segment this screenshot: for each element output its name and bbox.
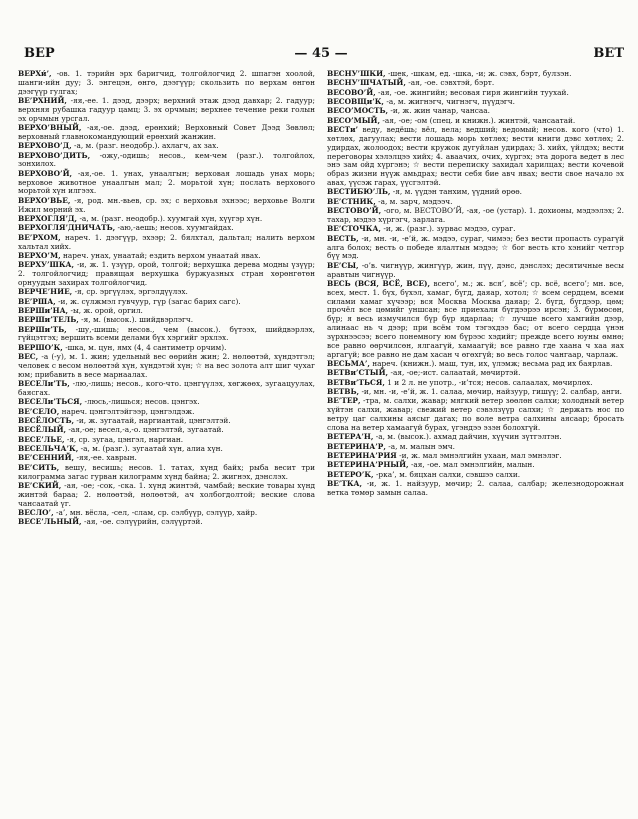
entry-headword: ВЕСОВО’Й, xyxy=(327,87,376,97)
entry-definition: -ая, -ое. жингийн; весовая гиря жингийн туухай. xyxy=(378,87,569,97)
entry-headword: ВЕСО’МОСТЬ, xyxy=(327,106,389,116)
entry-definition: -а (-у), м. 1. жин; удельный вес өөрийн жин; 2. нөлөөтэй, хүндэтгэл; человек с весом нөлөөтэй хүн, хүндэтэй хүн; ☆ на вес золота алт шиг чухаг юм; прибавить в весе марнаалах. xyxy=(18,352,315,379)
left-column xyxy=(18,70,315,811)
entry-definition: -ая, -ое;-ист. салаатай, мөчиртэй. xyxy=(390,368,521,378)
dictionary-entry xyxy=(327,397,624,432)
entry-headword: ВЕСТИБЮ’ЛЬ, xyxy=(327,187,391,197)
entry-definition: -и, ж. мал эмнэлгийн ухаан, мал эмнэлэг. xyxy=(399,450,562,460)
entry-definition: -ая, -ое; -сок, -ска. 1. хүнд жинтэй, чамбай; веские товары хүнд жинтэй бараа; 2. нөлөөтэй, нөлөөтэй, ач холбогдолтой; веские слова чансаатай үг. xyxy=(18,480,315,508)
entry-headword: ВЕСЛО’, xyxy=(18,508,54,517)
dictionary-entry xyxy=(327,262,624,280)
entry-definition: -а, м. зарч, мэдээч. xyxy=(378,196,453,206)
dictionary-entry xyxy=(18,70,315,97)
entry-definition: -а, м. (разг. неодобр.). хуумгай хүн, хүүгэр хүн. xyxy=(79,214,263,223)
entry-headword: ВЕТЕРИНА’Р, xyxy=(327,441,386,451)
entry-headword: ВЕСЁЛОСТЬ, xyxy=(18,416,75,426)
entry-definition: -а’, мн. вёсла, -сел, -слам, ср. сэлбүүр, сэлүүр, хайр. xyxy=(56,508,258,517)
entry-headword: ВЕРХОВО’ДИТЬ, xyxy=(18,150,91,160)
entry-headword: ВЕТЕРИНА’РИЯ xyxy=(327,450,397,460)
entry-definition: -и, ж. сүлжмэл гувчуур, гүр (загас барих сагс). xyxy=(58,296,241,306)
dictionary-entry xyxy=(18,464,315,482)
dictionary-entry xyxy=(327,480,624,498)
entry-definition: -шка, м. цун, ямх (4, 4 сантиметр орчим). xyxy=(65,342,227,352)
entry-headword: ВЕРШО’К, xyxy=(18,342,63,352)
dictionary-entry xyxy=(18,124,315,142)
entry-definition: -а, м. (разг.). зугаатай хүн, алиа хүн. xyxy=(80,444,223,454)
entry-headword: ВЕРХОВО’Д, xyxy=(18,141,72,151)
entry-definition: -и, ж. (разг.). зурвас мэдээ, сураг. xyxy=(383,224,516,234)
entry-definition: -ы, ж. орой, оргил. xyxy=(70,305,143,315)
entry-headword: ВЕСЕЛЬЧА’К, xyxy=(18,444,79,454)
entry-definition: вешу, весишь; несов. 1. татах, хүнд байх; рыба весит три килограмма загас гурван килограмм хүнд байна; 2. жигнэх, дэнслэх. xyxy=(18,462,315,481)
entry-definition: -я, м. үүдэн танхим, үүдний өрөө. xyxy=(392,187,523,197)
dictionary-entry xyxy=(18,380,315,398)
dictionary-entry xyxy=(18,353,315,380)
entry-definition: -тра, м. салхи, жавар; мягкий ветер зөөлөн салхи; холодный ветер хүйтэн салхи, жавар; свежий ветер сэвэлзүүр салхи; ☆ держать нос по ветру цаг салхины аясыг дагах; по воле ветра салхины аясаар; бросать слова на ветер хамаагүй бурах, үгэндээ эзэн болохгүй. xyxy=(327,396,624,432)
entry-headword: ВЕ’ТЕР, xyxy=(327,396,361,406)
entry-definition: -люсь,-лишься; несов. цэнгэх. xyxy=(84,397,200,407)
entry-definition: -аю,-аешь; несов. хуумгайдах. xyxy=(117,223,234,233)
entry-definition: -о’в. чигнүүр, жингүүр, жин, пүү, дэнс, дэнслэх; десятичные весы аравтын чигнүүр. xyxy=(327,260,624,279)
entry-definition: -ожу,-одишь; несов., кем-чем (разг.). толгойлох, зонхилох. xyxy=(18,150,315,169)
entry-headword: ВЕРЧЕ’НИЕ, xyxy=(18,287,73,297)
entry-definition: нареч. 1. дээгүүр, эхээр; 2. бялхтал, дальтал; налить верхом хальтал хийх. xyxy=(18,232,315,251)
dictionary-entry xyxy=(18,97,315,124)
entry-headword: ВЕ’СЫ, xyxy=(327,260,359,270)
entry-headword: ВЕСЕ’ЛЬЕ, xyxy=(18,434,65,444)
right-column xyxy=(327,70,624,811)
entry-definition: всего’, м.; ж. вся’, всё’; ср. всё, всего’; мн. все, всех, мест. 1. бүх, бүхэл, хамаг, бүгд, даяар, хотол; ☆ всем сердцем, всеми силами хамаг хүчээр; вся Москва Москва даяар; 2. бүгд, бүгдээр, цөм; прочёл все цөмийг уншсан; все приехали бүгдээрээ ирсэн; 3. бүрмөсөн, бүр; я весь измучился бүр бүр ядарлаа; ☆ лучше всего хамгийн дээр, алинаас нь ч дээр; при всём том тэгэхдээ бас; от всего сердца үнэн зүрхнээсээ; всего понемногу юм бүрээс хэдийг; прежде всего юуны өмнө; все равно өөрчилсөн, ялгаагүй, хамаагүй; все равно где хаана ч хаа яах аргагүй; все равно не дам хасан ч өгөхгүй; во весь голос чангаар, чарлаж. xyxy=(327,278,624,359)
header-right-guide-word: ВЕТ xyxy=(593,46,624,61)
dictionary-entry xyxy=(18,261,315,288)
dictionary-entry xyxy=(18,234,315,252)
entry-definition: -яя,-ее. хаврын. xyxy=(76,453,137,463)
entry-headword: ВЕСНУ’ШЧАТЫЙ, xyxy=(327,78,406,88)
entry-headword: ВЕРХО’М, xyxy=(18,250,61,260)
dictionary-entry xyxy=(327,207,624,225)
entry-definition: -ов. 1. тэрийн эрх баригчид, толгойлогчид 2. шпагэн хоолой, шанги-ийн дуу; 3. энгецэн, өнгө, дээгүүр; скользить по верхам өнгөн дээгүүр гулгах; xyxy=(18,70,315,96)
entry-definition: -яя,-ее. 1. дээд, дээрх; верхний этаж дээд давхар; 2. гадуур; верхняя рубашка гадуур цамц; 3. эх орчмын; верхнее течение реки голын эх орчмын урсгал. xyxy=(18,96,315,123)
entry-definition: -ая, -ое. сэвхтэй, бэрт. xyxy=(408,78,495,88)
entry-headword: ВЕС, xyxy=(18,352,39,362)
entry-definition: -я, ср. эргүүлэх, эргэлдүүлэх. xyxy=(74,287,188,297)
entry-headword: ВЕРХУ’ШКА, xyxy=(18,260,75,270)
entry-definition: -ая,-ое. дээд, ерөнхий; Верховный Совет Дээд Зөвлөл; верховный главнокомандующий ерөнхий жанжин. xyxy=(18,123,315,141)
entry-headword: ВЕ’СТНИК, xyxy=(327,196,376,206)
entry-headword: ВЕРХОВО’Й, xyxy=(18,168,73,178)
entry-headword: ВЕ’СИТЬ, xyxy=(18,462,60,472)
entry-definition: -ая,-ое; весел,-а,-о. цэнгэлтэй, зугаатай. xyxy=(68,425,224,435)
entry-definition: нареч. унах, унаатай; ездить верхом унаатай явах. xyxy=(63,250,261,260)
entry-headword: ВЕСО’МЫЙ, xyxy=(327,115,381,125)
dictionary-entry xyxy=(327,280,624,360)
entry-headword: ВЕТЕРИНА’РНЫЙ, xyxy=(327,460,409,470)
entry-headword: ВЕ’РША, xyxy=(18,296,56,306)
dictionary-entry xyxy=(18,197,315,215)
entry-headword: ВЕСЬ (ВСЯ, ВСЁ, ВСЕ), xyxy=(327,278,431,288)
entry-headword: ВЕРХО’ВНЫЙ, xyxy=(18,123,82,133)
entry-definition: -и, ж. жин чанар, чансаа. xyxy=(390,106,490,116)
entry-definition: -и, ж. 1. үзүүр, орой, толгой; верхушка дерева модны үзүүр; 2. толгойлогчид; правящая верхушка буржуазных стран хөрөнгөтөн орнуудын захирах толгойлогчид. xyxy=(18,260,315,287)
entry-headword: ВЕ’СЕННИЙ, xyxy=(18,453,75,463)
page-header xyxy=(18,46,624,64)
entry-definition: -ая, -ое. мал эмнэлгийн, малын. xyxy=(410,460,535,470)
entry-headword: ВЕСЕЛи’ТЬСЯ, xyxy=(18,397,83,407)
entry-headword: ВЕРШи’ТЬ, xyxy=(18,324,67,334)
dictionary-entry xyxy=(18,170,315,197)
entry-definition: -ая, -ое. сэлүүрийн, сэлүүртэй. xyxy=(83,517,203,527)
entry-definition: -а, м. жигнэгч, чигнэгч, пүүдэгч. xyxy=(386,97,515,107)
entry-definition: -а, м. малын эмч. xyxy=(388,441,455,451)
entry-headword: ВЕСТи’ xyxy=(327,125,359,135)
entry-headword: ВЕРХО’ВЬЕ, xyxy=(18,195,71,205)
entry-definition: -и, ж. зугаатай, наргиантай, цэнгэлтэй. xyxy=(76,416,231,426)
entry-headword: ВЕ’СТОЧКА, xyxy=(327,224,381,234)
entry-headword: ВЕРХОГЛЯ’Д, xyxy=(18,214,78,223)
entry-definition: -я, м. (высок.). шийдвэрлэгч. xyxy=(81,315,194,325)
entry-definition: -лю,-лишь; несов., кого-что. цэнгүүлэх, хөгжөөх, зугаацуулах, баясгах. xyxy=(18,379,315,398)
entry-definition: нареч. цэнгэлтэйгээр, цэнгэлдэж. xyxy=(61,406,195,416)
entry-headword: ВЕ’СЕЛО, xyxy=(18,406,60,416)
dictionary-entry xyxy=(18,482,315,509)
entry-headword: ВЕТЕРО’К, xyxy=(327,469,374,479)
header-left-guide-word: ВЕР xyxy=(24,46,55,61)
entry-definition: -и, мн. -и, -е’й, ж. 1. салаа, мөчир, найзуур, гишүү; 2. салбар, анги. xyxy=(361,387,623,397)
entry-headword: ВЕ’ТКА, xyxy=(327,478,363,488)
entry-definition: -ая, -ое; -ом (спец. и книжн.). жинтэй, чансаатай. xyxy=(382,115,576,125)
entry-headword: ВЕРШи’ТЕЛЬ, xyxy=(18,315,79,325)
dictionary-columns xyxy=(18,70,624,811)
entry-definition: -рка’, м. бяцхан салхи, сэвшээ салхи. xyxy=(375,469,521,479)
entry-definition: -и, мн. -и, -е’й, ж. мэдээ, сураг, чимээ; без вести пропасть сурагүй алга болох; весть о победе ялалтын мэдээ; ☆ бог весть кто хэнийг четгэр бүү мэд. xyxy=(327,233,624,261)
entry-headword: ВЕТВЬ, xyxy=(327,387,360,397)
entry-headword: ВЕСОВЩи’К, xyxy=(327,97,384,107)
entry-definition: -ая,-ое. 1. унах, унаалгын; верховая лошадь унах морь; верховое животное унаалгын мал; 2. морьтой хүн; послать верхового морьтой хүн илгээх. xyxy=(18,168,315,196)
entry-headword: ВЕТВи’СТЫЙ, xyxy=(327,368,389,378)
entry-headword: ВЕСЕ’ЛЬНЫЙ, xyxy=(18,517,82,527)
entry-headword: ВЕТЕРА’Н, xyxy=(327,432,374,442)
dictionary-entry xyxy=(18,518,315,527)
entry-headword: ВЕСЕЛи’ТЬ, xyxy=(18,379,70,389)
entry-definition: -я, ср. зугаа, цэнгэл, наргиан. xyxy=(66,434,184,444)
entry-headword: ВЕСНУ’ШКИ, xyxy=(327,70,386,78)
entry-headword: ВЕСЬМА’, xyxy=(327,359,370,368)
entry-headword: ВЕРХОГЛЯ’ДНИЧАТЬ, xyxy=(18,223,116,233)
entry-headword: ВЕРШи’НА, xyxy=(18,305,69,315)
entry-headword: ВЕ’СКИЙ, xyxy=(18,480,62,490)
dictionary-entry xyxy=(327,235,624,262)
entry-headword: ВЕСТОВО’Й, xyxy=(327,206,382,216)
entry-headword: ВЕ’РХОМ, xyxy=(18,232,61,242)
entry-definition: нареч. (книжн.). маш, тун, их, үлэмж; весьма рад их баярлав. xyxy=(372,359,613,368)
entry-headword: ВЕСТЬ, xyxy=(327,233,359,243)
entry-definition: веду, ведёшь; вёл, вела; ведший; ведомый; несов. кого (что) 1. хөтлөх, дагуулах; вести лошадь морь хөтлөх; вести книги дэвс хөтлөх; 2. удирдах, жолоодох; вести кружок дугуйлан удирдах; 3. хийх, үйлдэх; вести переговоры хэлэлцээ хийх; 4. аваачих, очих, хүргэх; эта дорога ведет в лес энэ зам ойд хүргэнэ; ☆ вести переписку захидал харилцах; вести кочевой образ жизни нүүж амьдрах; вести себя бие авч явах; вести свое начало эх авах, үүсэж гарах, үүсгэлтэй. xyxy=(327,125,624,188)
entry-definition: -шу,-шишь; несов., чем (высок.). бүтээх, шийдвэрлэх, гүйцэтгэх; вершить всеми делами бүх хэргийг эрхлэх. xyxy=(18,324,315,343)
entry-definition: -шек, -шкам, ед. -шка, -и; ж. сэвх, бэрт, булзэн. xyxy=(387,70,572,78)
entry-definition: -ого, м. ВЕСТОВО’Й, -ая, -ое (устар). 1. дохионы, мэдээлэх; 2. тахар, мэдээ хүргэгч, зарлага. xyxy=(327,206,624,224)
page-number: — 45 — xyxy=(294,46,348,61)
entry-definition: -и, ж. 1. найзуур, мөчир; 2. салаа, салбар; железнодорожная ветка төмөр замын салаа. xyxy=(327,478,624,497)
entry-definition: -а, м. (разг. неодобр.). ахлагч, ах зах. xyxy=(74,141,219,151)
entry-definition: -я, род. мн.-вьев, ср. эх; с верховья эхнээс; верховье Волги Ижил мөрний эх. xyxy=(18,195,315,214)
dictionary-entry xyxy=(327,126,624,188)
entry-headword: ВЕ’РХНИЙ, xyxy=(18,96,67,106)
entry-definition: -а, м. (высок.). ахмад дайчин, хүүчин зүтгэлтэн. xyxy=(375,432,562,442)
entry-headword: ВЕРХи́’, xyxy=(18,70,52,78)
entry-headword: ВЕТВи’ТЬСЯ, xyxy=(327,377,385,387)
dictionary-entry xyxy=(18,152,315,170)
entry-headword: ВЕСЁЛЫЙ, xyxy=(18,425,67,435)
entry-definition: 1 и 2 л. не употр., -и’тся; несов. салаалах, мөчирлөх. xyxy=(387,377,593,387)
dictionary-entry xyxy=(18,326,315,344)
